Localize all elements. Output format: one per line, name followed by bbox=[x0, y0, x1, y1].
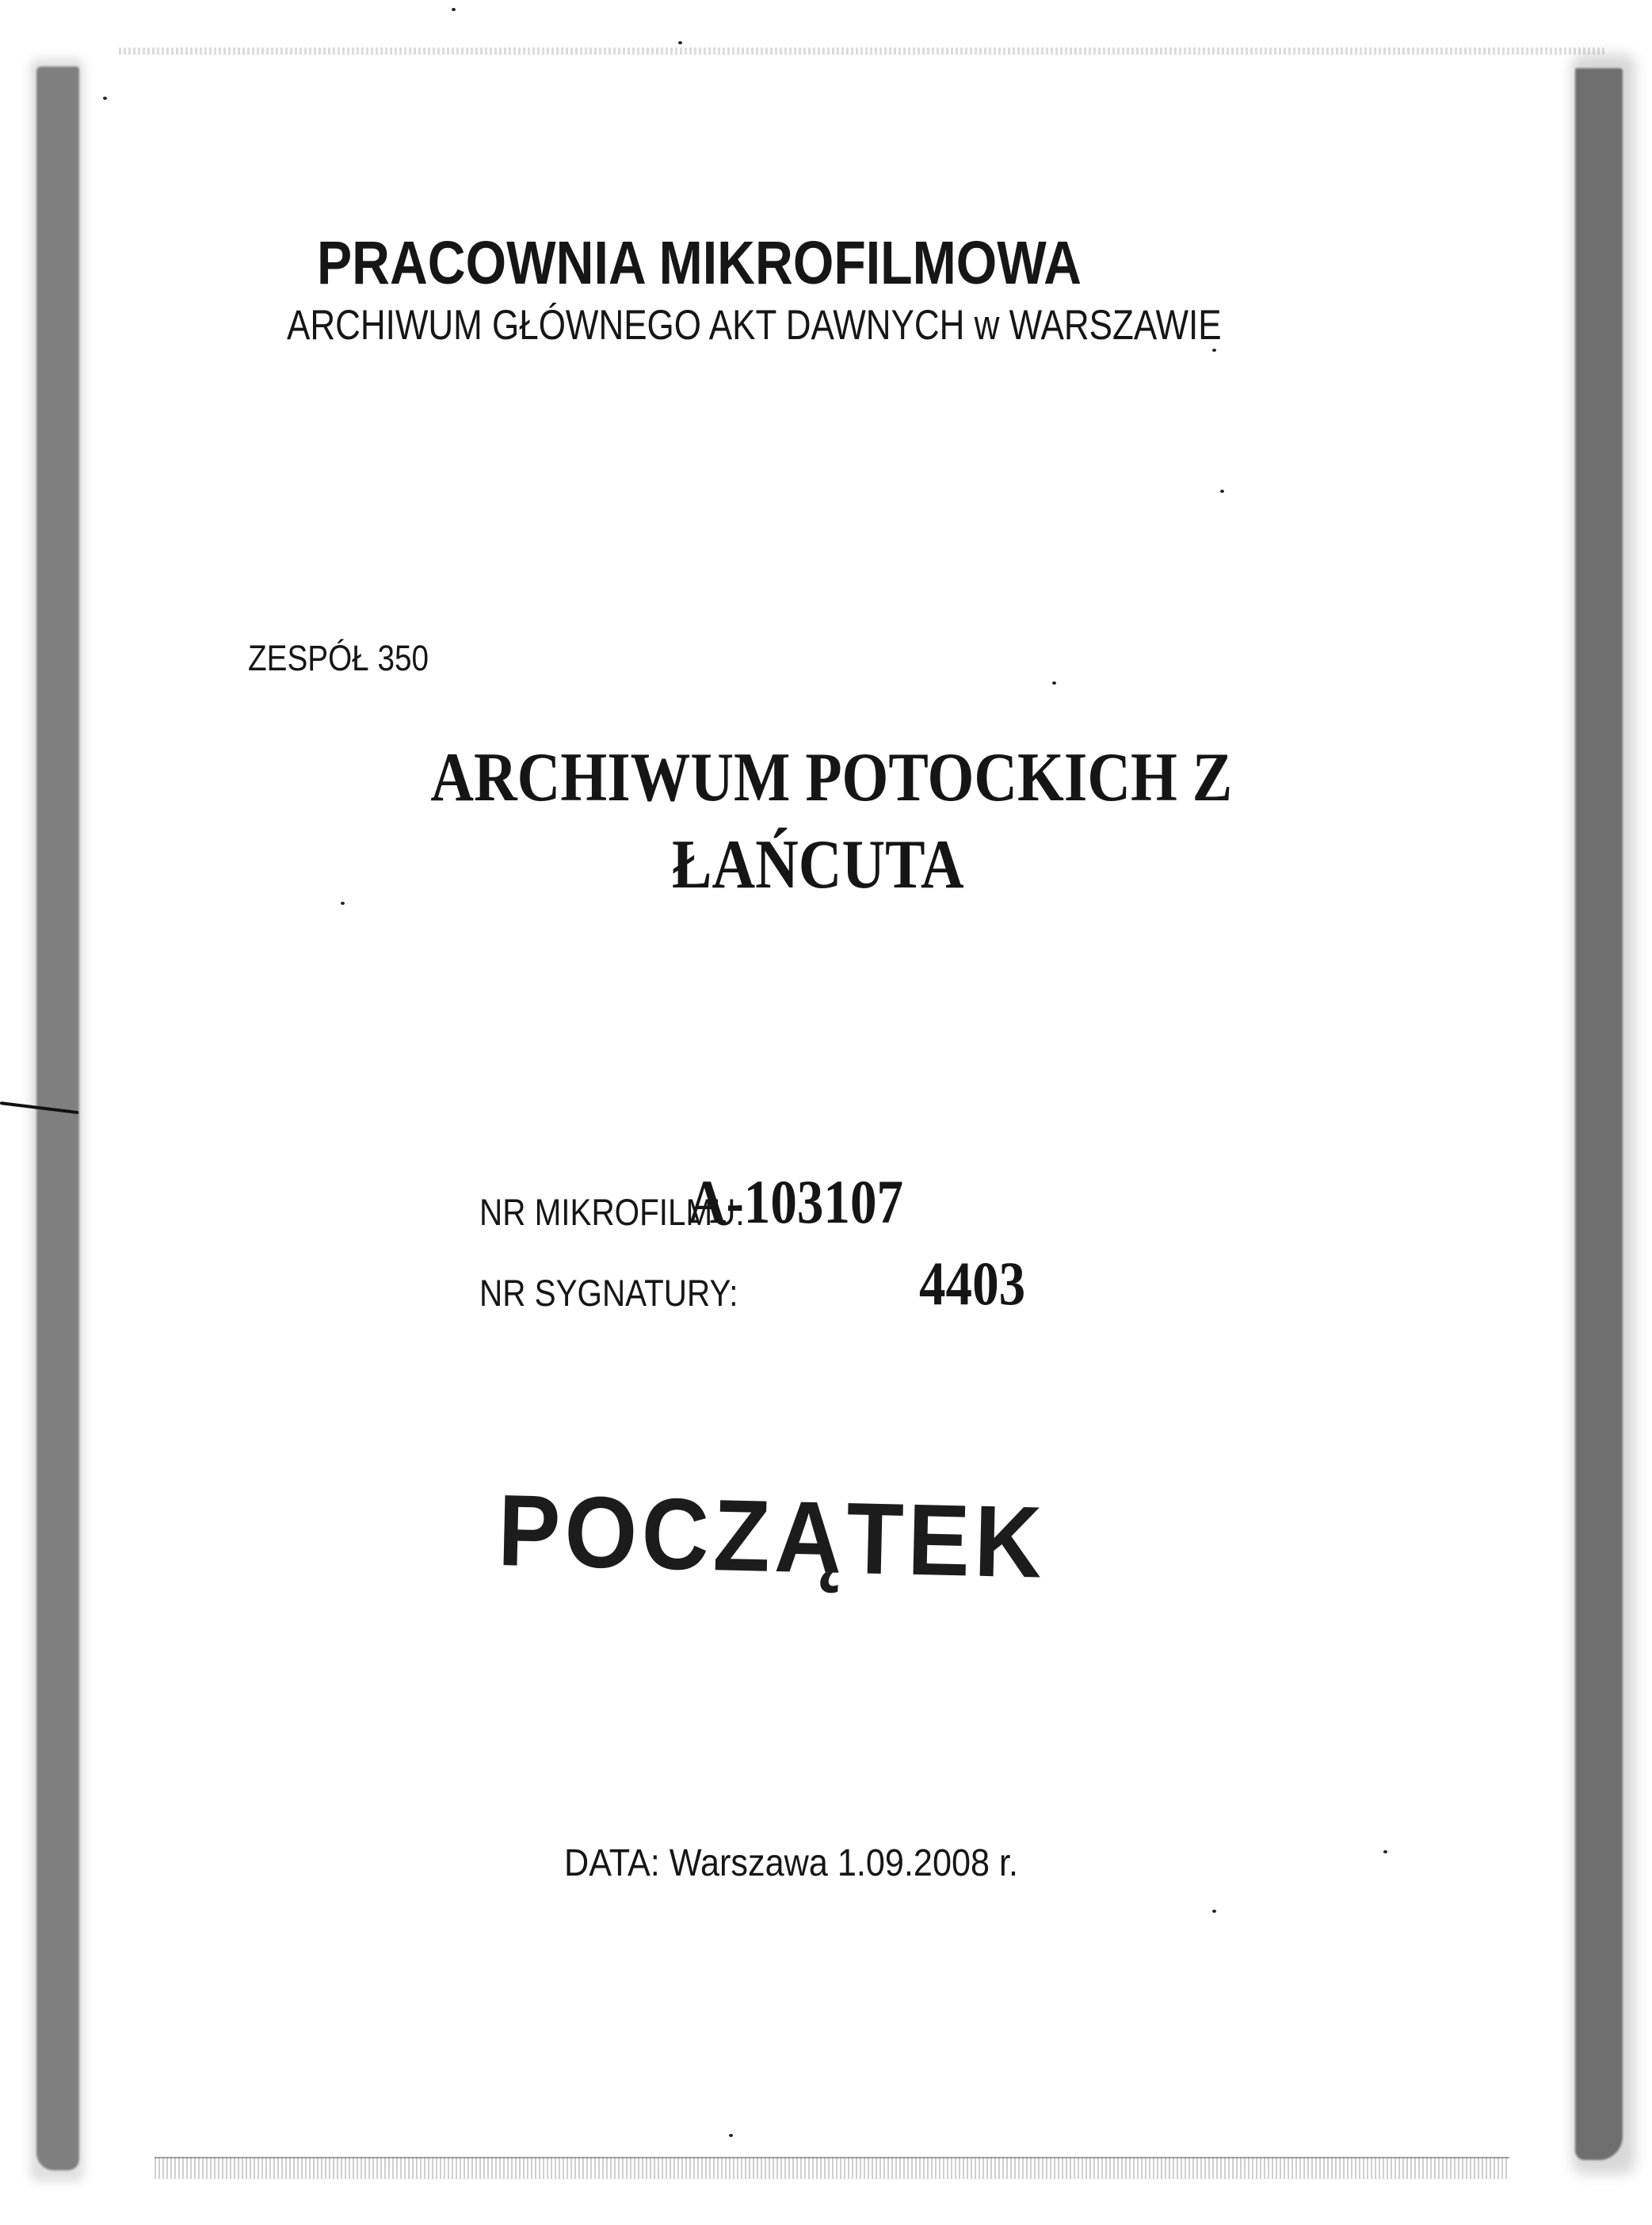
signature-number-value: 4403 bbox=[919, 1249, 1026, 1318]
fonds-number: ZESPÓŁ 350 bbox=[248, 638, 429, 678]
scan-speck bbox=[678, 41, 682, 44]
scan-speck bbox=[1212, 1910, 1216, 1913]
scan-speck bbox=[452, 8, 456, 11]
fonds-title-line-1 bbox=[0, 739, 1652, 816]
fonds-title-text: ŁAŃCUTA bbox=[672, 826, 964, 903]
date-line: DATA: Warszawa 1.09.2008 r. bbox=[564, 1842, 1019, 1884]
scan-band-right bbox=[1575, 68, 1623, 2160]
start-marker: POCZĄTEK bbox=[496, 1474, 1047, 1600]
scan-speck bbox=[1383, 1850, 1387, 1853]
microfilm-number-value: A-103107 bbox=[688, 1167, 904, 1236]
scan-band-left bbox=[36, 67, 79, 2170]
scan-speck bbox=[1052, 681, 1056, 685]
scan-speck bbox=[341, 902, 345, 905]
scan-edge-bottom bbox=[155, 2157, 1509, 2179]
institution-title: PRACOWNIA MIKROFILMOWA bbox=[317, 229, 1082, 297]
scan-edge-top bbox=[119, 48, 1604, 55]
scan-speck bbox=[729, 2134, 733, 2137]
institution-subtitle: ARCHIWUM GŁÓWNEGO AKT DAWNYCH w WARSZAWIE bbox=[287, 302, 1222, 349]
scan-speck bbox=[103, 97, 107, 100]
signature-number-label: NR SYGNATURY: bbox=[479, 1272, 738, 1314]
fonds-title-text: ARCHIWUM POTOCKICH Z bbox=[430, 739, 1233, 816]
microfilm-number-label: NR MIKROFILMU: bbox=[479, 1191, 745, 1233]
scan-speck bbox=[1220, 490, 1224, 493]
scan-speck bbox=[1212, 349, 1216, 352]
fonds-title-line-2 bbox=[0, 826, 1644, 903]
